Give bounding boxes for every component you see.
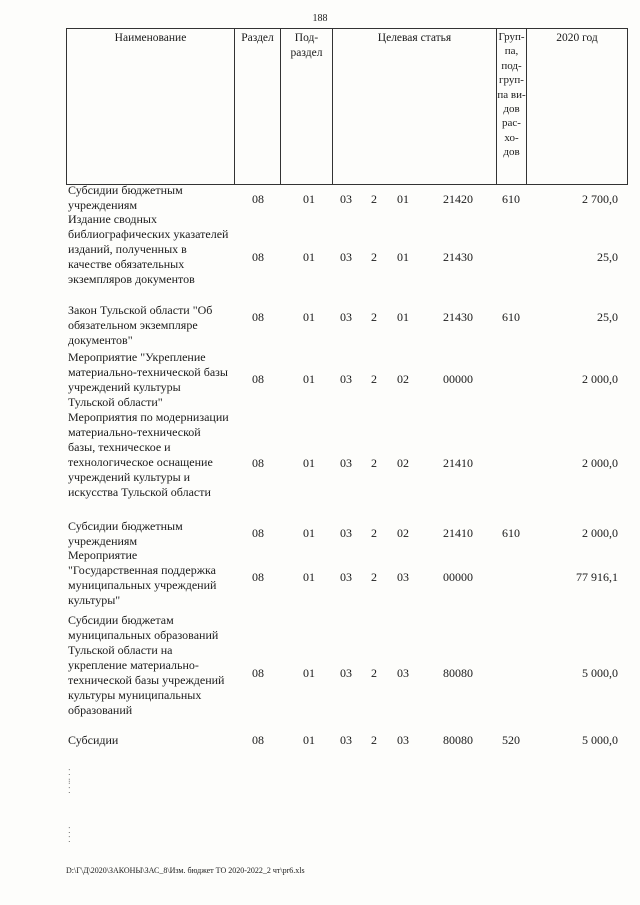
row-name-line: Мероприятие "Укрепление: [68, 350, 206, 364]
row-razdel: 08: [252, 526, 264, 540]
row-podrazdel: 01: [303, 666, 315, 680]
scan-marks: ⁚ ⁚: [68, 826, 71, 844]
row-amount: 77 916,1: [576, 570, 618, 584]
page-number: 188: [312, 13, 328, 24]
row-target-subprogram: 2: [371, 250, 377, 264]
row-podrazdel: 01: [303, 456, 315, 470]
row-name-line: искусства Тульской области: [68, 485, 211, 499]
header-razdel: Раздел: [235, 29, 281, 185]
row-razdel: 08: [252, 456, 264, 470]
row-amount: 2 700,0: [582, 192, 618, 206]
row-name: [68, 183, 238, 213]
header-podrazdel-line: Под-: [294, 32, 319, 44]
header-tselevaya: Целевая статья: [333, 29, 497, 185]
footer-file-path: D:\Г\Д\2020\ЗАКОНЫ\ЗАС_8\Изм. бюджет ТО 2020-2022_2 чт\pr6.xls: [66, 866, 305, 875]
row-name-line: Субсидии бюджетным: [68, 519, 183, 533]
header-gruppa-line: Груп-: [498, 31, 525, 43]
row-target-program: 03: [340, 570, 352, 584]
row-podrazdel: 01: [303, 250, 315, 264]
row-razdel: 08: [252, 570, 264, 584]
header-gruppa-line: рас-: [502, 117, 521, 130]
row-target-measure: 02: [397, 456, 409, 470]
header-gruppa-line: па ви-: [497, 88, 526, 101]
row-name-line: Субсидии бюджетам: [68, 613, 174, 627]
header-year: 2020 год: [527, 29, 628, 185]
row-target-direction: 80080: [443, 733, 473, 747]
row-target-measure: 02: [397, 526, 409, 540]
row-amount: 5 000,0: [582, 666, 618, 680]
row-target-subprogram: 2: [371, 526, 377, 540]
row-podrazdel: 01: [303, 192, 315, 206]
row-target-program: 03: [340, 733, 352, 747]
row-target-subprogram: 2: [371, 310, 377, 324]
header-gruppa-line: груп-: [499, 74, 524, 87]
row-name-line: материально-технической: [68, 425, 201, 439]
row-name-line: технической базы учреждений: [68, 673, 225, 687]
row-podrazdel: 01: [303, 733, 315, 747]
row-name-line: учреждениям: [68, 198, 138, 212]
scan-marks: ⁚ ⁝ ⁚: [68, 768, 71, 795]
row-name-line: базы, техническое и: [68, 440, 171, 454]
row-name-line: Мероприятие: [68, 548, 138, 562]
row-target-measure: 01: [397, 192, 409, 206]
row-target-direction: 80080: [443, 666, 473, 680]
row-name-line: культуры": [68, 593, 121, 607]
row-podrazdel: 01: [303, 310, 315, 324]
row-name-line: муниципальных образований: [68, 628, 219, 642]
row-razdel: 08: [252, 192, 264, 206]
row-name-line: Тульской области": [68, 395, 163, 409]
row-target-program: 03: [340, 250, 352, 264]
row-target-program: 03: [340, 526, 352, 540]
row-target-program: 03: [340, 192, 352, 206]
header-gruppa-line: хо-: [504, 131, 519, 144]
row-name-line: учреждений культуры: [68, 380, 181, 394]
row-target-program: 03: [340, 456, 352, 470]
row-amount: 2 000,0: [582, 372, 618, 386]
row-name-line: технологическое оснащение: [68, 455, 213, 469]
row-name-line: Мероприятия по модернизации: [68, 410, 229, 424]
row-razdel: 08: [252, 733, 264, 747]
row-name-line: экземпляров документов: [68, 272, 195, 286]
row-target-direction: 21410: [443, 456, 473, 470]
row-target-subprogram: 2: [371, 570, 377, 584]
row-name-line: Субсидии: [68, 733, 119, 747]
row-target-subprogram: 2: [371, 733, 377, 747]
row-razdel: 08: [252, 372, 264, 386]
row-name-line: укрепление материально-: [68, 658, 199, 672]
row-name-line: "Государственная поддержка: [68, 563, 216, 577]
row-expense-type: 610: [502, 192, 520, 206]
header-gruppa-line: дов: [503, 146, 520, 159]
row-target-measure: 03: [397, 570, 409, 584]
row-name-line: Тульской области на: [68, 643, 173, 657]
row-target-direction: 00000: [443, 570, 473, 584]
row-name-line: качестве обязательных: [68, 257, 185, 271]
row-razdel: 08: [252, 666, 264, 680]
header-podrazdel-line: раздел: [290, 46, 323, 59]
row-name: [68, 613, 238, 718]
row-name-line: Субсидии бюджетным: [68, 183, 183, 197]
row-target-measure: 02: [397, 372, 409, 386]
row-expense-type: 610: [502, 310, 520, 324]
row-name-line: муниципальных учреждений: [68, 578, 217, 592]
row-name-line: материально-технической базы: [68, 365, 228, 379]
row-name: [68, 212, 238, 287]
row-name: [68, 519, 238, 549]
row-podrazdel: 01: [303, 526, 315, 540]
row-razdel: 08: [252, 250, 264, 264]
row-name-line: учреждениям: [68, 534, 138, 548]
header-gruppa-line: па,: [504, 45, 519, 58]
row-target-direction: 21430: [443, 310, 473, 324]
row-target-subprogram: 2: [371, 372, 377, 386]
row-target-direction: 00000: [443, 372, 473, 386]
row-amount: 5 000,0: [582, 733, 618, 747]
row-target-measure: 01: [397, 310, 409, 324]
row-name-line: Издание сводных: [68, 212, 157, 226]
row-target-direction: 21430: [443, 250, 473, 264]
row-name-line: изданий, полученных в: [68, 242, 187, 256]
row-expense-type: 610: [502, 526, 520, 540]
row-target-subprogram: 2: [371, 666, 377, 680]
header-name: Наименование: [67, 29, 235, 185]
row-podrazdel: 01: [303, 570, 315, 584]
row-target-subprogram: 2: [371, 456, 377, 470]
row-name-line: учреждений культуры и: [68, 470, 191, 484]
row-name-line: образований: [68, 703, 133, 717]
row-name-line: Закон Тульской области "Об: [68, 303, 213, 317]
row-expense-type: 520: [502, 733, 520, 747]
row-name: [68, 350, 238, 410]
row-target-direction: 21420: [443, 192, 473, 206]
row-target-direction: 21410: [443, 526, 473, 540]
row-target-measure: 03: [397, 733, 409, 747]
header-gruppa-line: под-: [501, 59, 522, 72]
row-name-line: библиографических указателей: [68, 227, 229, 241]
row-name: [68, 410, 238, 500]
row-target-program: 03: [340, 310, 352, 324]
row-name: [68, 303, 238, 348]
row-name-line: культуры муниципальных: [68, 688, 202, 702]
row-razdel: 08: [252, 310, 264, 324]
header-gruppa-line: дов: [503, 103, 520, 116]
row-name: [68, 548, 238, 608]
row-amount: 25,0: [597, 310, 618, 324]
row-name: [68, 733, 238, 748]
row-amount: 2 000,0: [582, 526, 618, 540]
row-name-line: обязательном экземпляре: [68, 318, 198, 332]
row-amount: 2 000,0: [582, 456, 618, 470]
row-target-measure: 03: [397, 666, 409, 680]
row-target-program: 03: [340, 372, 352, 386]
row-amount: 25,0: [597, 250, 618, 264]
row-target-subprogram: 2: [371, 192, 377, 206]
row-name-line: документов": [68, 333, 133, 347]
row-target-program: 03: [340, 666, 352, 680]
row-podrazdel: 01: [303, 372, 315, 386]
row-target-measure: 01: [397, 250, 409, 264]
